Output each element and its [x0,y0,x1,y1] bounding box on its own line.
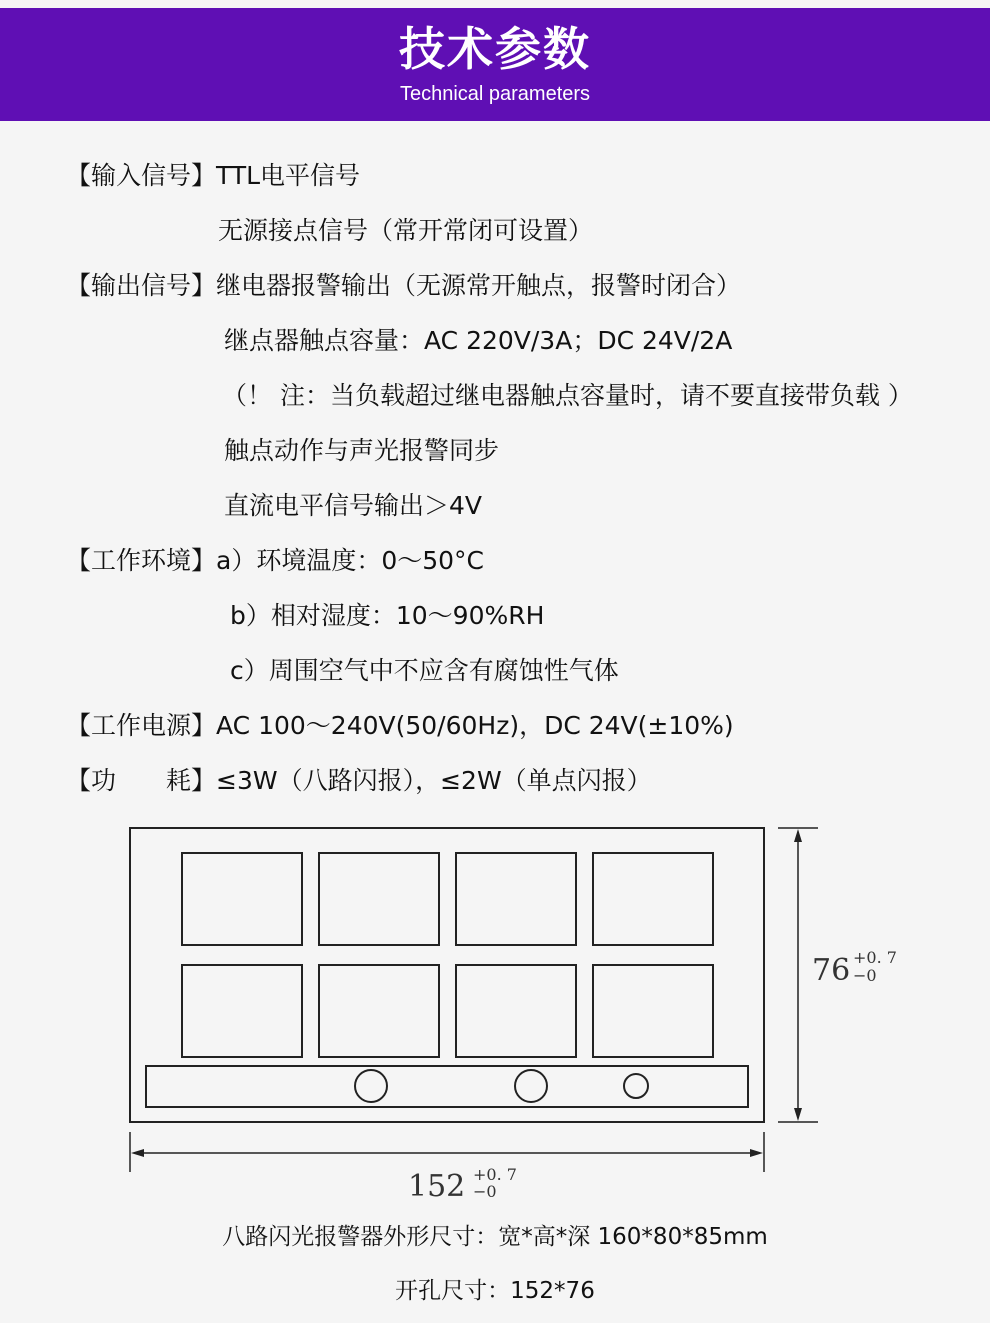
output-signal-value-5: 直流电平信号输出＞4V [224,491,483,520]
environment-humidity: b）相对湿度：10～90%RH [230,601,545,630]
alarm-window [182,853,302,945]
arrow-left-icon [131,1149,144,1157]
control-strip [146,1066,748,1107]
page-title: 技术参数 [399,22,591,76]
alarm-window [319,853,439,945]
height-tolerance-plus: +0. 7 [853,948,897,967]
width-tolerance-plus: +0. 7 [473,1165,517,1184]
alarm-window [456,965,576,1057]
arrow-down-icon [794,1108,802,1121]
power-value: AC 100～240V(50/60Hz)，DC 24V(±10%) [216,711,734,740]
input-signal-label: 【输入信号】 [66,161,217,190]
indicator-circle [624,1074,648,1098]
alarm-window [593,853,713,945]
consumption-value: ≤3W（八路闪报），≤2W（单点闪报） [216,766,652,795]
environment-air: c）周围空气中不应含有腐蚀性气体 [230,656,619,685]
output-signal-label: 【输出信号】 [66,271,217,300]
alarm-window [319,965,439,1057]
consumption-label: 【功 耗】 [66,766,217,795]
environment-temperature: a）环境温度：0～50°C [216,546,485,575]
alarm-window [182,965,302,1057]
height-value: 76 [812,953,851,988]
input-signal-value-1: TTL电平信号 [216,161,361,190]
height-tolerance-minus: −0 [853,966,877,985]
alarm-window [456,853,576,945]
arrow-right-icon [750,1149,763,1157]
power-label: 【工作电源】 [66,711,217,740]
cutout-caption: 开孔尺寸：152*76 [395,1278,595,1304]
alarm-window [593,965,713,1057]
width-value: 152 [408,1169,466,1204]
button-circle [515,1070,547,1102]
output-signal-value-4: 触点动作与声光报警同步 [224,436,500,465]
output-signal-value-1: 继电器报警输出（无源常开触点，报警时闭合） [216,271,742,300]
output-signal-note: （！ 注：当负载超过继电器触点容量时，请不要直接带负载 ） [222,381,913,410]
arrow-up-icon [794,829,802,842]
output-signal-value-2: 继点器触点容量：AC 220V/3A；DC 24V/2A [224,326,733,355]
panel-outline [130,828,764,1122]
dimensions-caption: 八路闪光报警器外形尺寸：宽*高*深 160*80*85mm [222,1224,768,1250]
width-tolerance-minus: −0 [473,1182,497,1201]
button-circle [355,1070,387,1102]
environment-label: 【工作环境】 [66,546,217,575]
page-subtitle: Technical parameters [399,83,591,105]
input-signal-value-2: 无源接点信号（常开常闭可设置） [218,216,594,245]
